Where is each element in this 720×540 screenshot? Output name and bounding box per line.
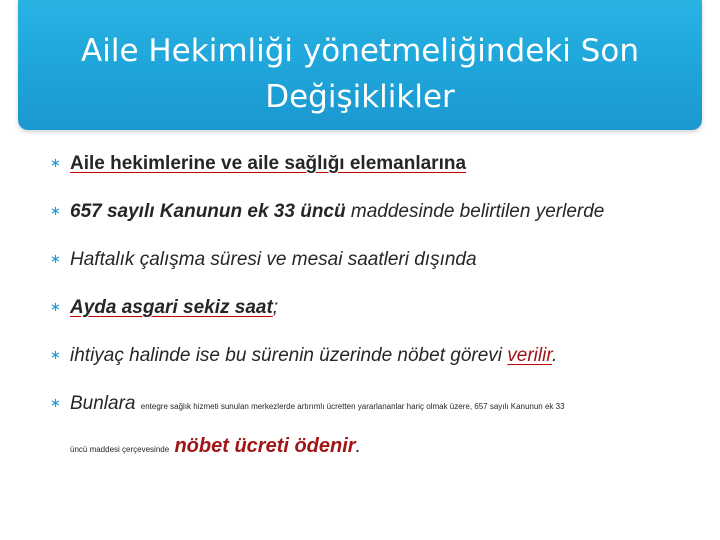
- bullet-marker-icon: ∗: [50, 204, 61, 219]
- slide-title: [18, 28, 702, 120]
- title-line-1: Aile Hekimliği yönetmeliğindeki Son: [81, 33, 639, 69]
- bullet-text: Haftalık çalışma süresi ve mesai saatleri dışında: [70, 249, 477, 270]
- bullet-lead-text: Bunlara: [70, 393, 136, 414]
- bullet-item-1: [50, 152, 690, 200]
- bullet-text-emphasis: nöbet ücreti ödenir: [174, 435, 356, 457]
- bullet-list: [50, 152, 690, 472]
- title-banner: [18, 0, 702, 130]
- bullet-small-text: entegre sağlık hizmeti sunulan merkezlerde artırımlı ücretten yararlananlar hariç olmak üzere, 657 sayılı Kanunun ek 33: [140, 402, 565, 411]
- bullet-small-text-2: üncü maddesi çerçevesinde: [70, 445, 170, 454]
- bullet-marker-icon: ∗: [50, 252, 61, 267]
- bullet-marker-icon: ∗: [50, 156, 61, 171]
- bullet-item-3: [50, 248, 690, 296]
- bullet-marker-icon: ∗: [50, 348, 61, 363]
- bullet-text: Aile hekimlerine ve aile sağlığı elemanlarına: [70, 153, 467, 174]
- bullet-marker-icon: ∗: [50, 396, 61, 411]
- bullet-text-emphasis: verilir: [507, 345, 552, 366]
- bullet-text-end: .: [355, 436, 361, 457]
- bullet-text-emphasis: 657 sayılı Kanunun ek 33 üncü: [70, 201, 346, 222]
- bullet-item-6: [50, 392, 690, 472]
- bullet-item-2: [50, 200, 690, 248]
- bullet-item-4: [50, 296, 690, 344]
- title-line-2: Değişiklikler: [265, 79, 455, 115]
- bullet-text: ihtiyaç halinde ise bu sürenin üzerinde nöbet görevi: [70, 345, 508, 366]
- bullet-marker-icon: ∗: [50, 300, 61, 315]
- bullet-text-end: .: [551, 345, 558, 366]
- bullet-continuation: [70, 434, 361, 462]
- bullet-item-5: [50, 344, 690, 392]
- bullet-text-emphasis: Ayda asgari sekiz saat: [70, 297, 273, 318]
- bullet-text: maddesinde belirtilen yerlerde: [345, 201, 605, 222]
- bullet-text: ;: [272, 297, 279, 318]
